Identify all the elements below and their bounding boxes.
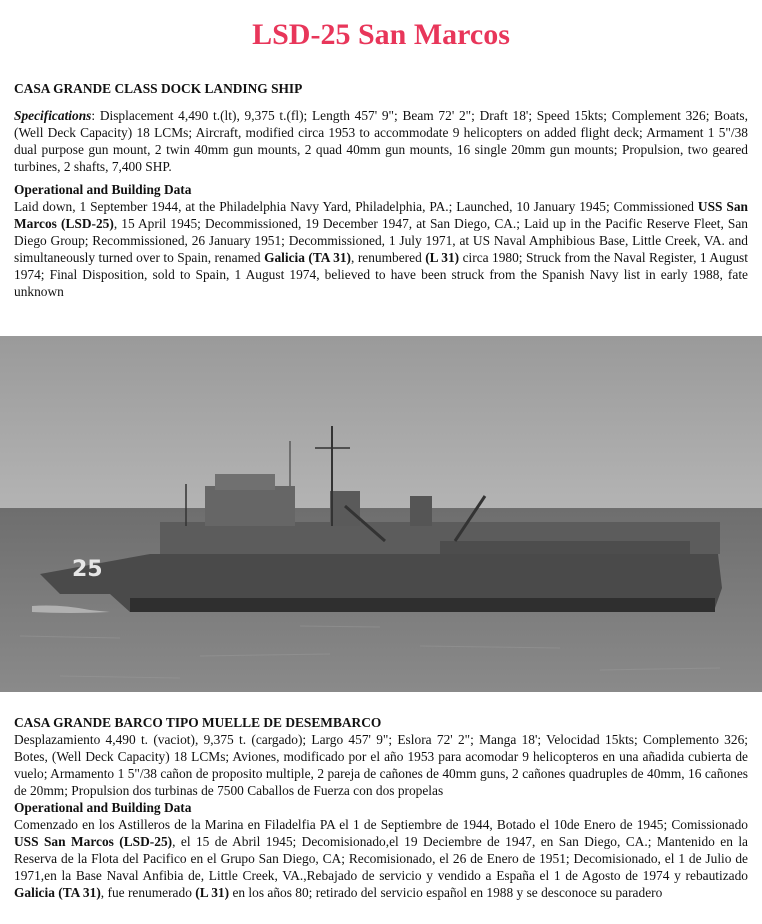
spanish-operational-heading: Operational and Building Data <box>14 800 192 815</box>
specifications-label: Specifications <box>14 108 92 123</box>
ops-text-1: Laid down, 1 September 1944, at the Philadelphia Navy Yard, Philadelphia, PA.; Launched, 10 January 1945; Commissioned <box>14 199 698 214</box>
english-section <box>14 80 748 300</box>
ops-text-2: , 15 April 1945; Decommissioned, 19 December 1947, at San Diego, CA.; Laid up in the Pacific Reserve Fleet, San Diego Group; Recommissioned, 26 January 1951; Decommissioned, 1 July 1971, at US Naval Amphibious Base, Little Creek, VA. and simultaneously turned over to Spain, renamed <box>14 216 748 265</box>
page-title: LSD-25 San Marcos <box>252 18 510 51</box>
ship-photo <box>0 336 762 692</box>
es-ops-text-3: , fue renumerado <box>100 885 196 900</box>
spanish-name: Galicia (TA 31) <box>264 250 352 265</box>
ship-name: USS San Marcos (LSD-25) <box>14 199 748 231</box>
operational-paragraph <box>14 198 748 300</box>
operational-heading: Operational and Building Data <box>14 182 192 197</box>
spanish-specifications-paragraph: Desplazamiento 4,490 t. (vaciot), 9,375 t. (cargado); Largo 457' 9"; Eslora 72' 2"; Manga 18'; Velocidad 15kts; Complemento 326; Botes, (Well Deck Capacity) 18 LCMs; Aviones, modificado por el año 1953 para acomodar 9 helicopteros en una añadida cubierta de vuelo; Armamento 1 5"/38 cañon de proposito multiple, 2 pareja de cañones de 40mm guns, 2 cañones quadruples de 40mm, 16 cañones de 20mm; Propulsion dos turbinas de 7500 Caballos de Fuerza con dos propelas <box>14 732 748 798</box>
es-spanish-name: Galicia (TA 31) <box>14 885 101 900</box>
spanish-section <box>14 714 748 901</box>
ops-text-3: , renumbered <box>351 250 426 265</box>
es-renumber-label: (L 31) <box>195 885 230 900</box>
specifications-text: : Displacement 4,490 t.(lt), 9,375 t.(fl); Length 457' 9"; Beam 72' 2"; Draft 18'; Speed 15kts; Complement 326; Boats, (Well Deck Capacity) 18 LCMs; Aircraft, modified circa 1953 to accommodate 9 helicopters on added flight deck; Armament 1 5"/38 dual purpose gun mount, 2 twin 40mm gun mounts, 2 quad 40mm gun mounts, 16 single 20mm gun mounts; Propulsion, two geared turbines, 2 shafts, 7,400 SHP. <box>14 108 748 174</box>
spanish-class-heading: CASA GRANDE BARCO TIPO MUELLE DE DESEMBARCO <box>14 715 382 730</box>
class-heading: CASA GRANDE CLASS DOCK LANDING SHIP <box>14 81 303 96</box>
es-ops-text-2: , el 15 de Abril 1945; Decomisionado,el 19 Deciembre de 1947, en San Diego, CA.; Mantenido en la Reserva de la Flota del Pacifico en el Grupo San Diego, CA; Recomisionado, el 26 de Enero de 1951; Decomisionado, el 1 de Julio de 1971,en la Base Naval Anfibia de, Little Creek, VA.,Rebajado de servicio y vendido a España el 1 de Agosto de 1974 y rebautizado <box>14 834 748 883</box>
renumber-label: (L 31) <box>425 250 460 265</box>
hull-number: 25 <box>72 557 103 582</box>
es-ops-text-1: Comenzado en los Astilleros de la Marina en Filadelfia PA el 1 de Septiembre de 1944, Botado el 10de Enero de 1945; Comissionado <box>14 817 748 832</box>
ops-text-4: circa 1980; Struck from the Naval Register, 1 August 1974; Final Disposition, sold to Spain, 1 August 1974, believed to have been struck from the Spanish Navy list in early 1988, fate unknown <box>14 250 748 299</box>
es-ship-name: USS San Marcos (LSD-25) <box>14 834 173 849</box>
specifications-paragraph <box>14 107 748 175</box>
spanish-operational-paragraph <box>14 816 748 901</box>
es-ops-text-4: en los años 80; retirado del servicio español en 1988 y se desconoce su paradero <box>229 885 663 900</box>
